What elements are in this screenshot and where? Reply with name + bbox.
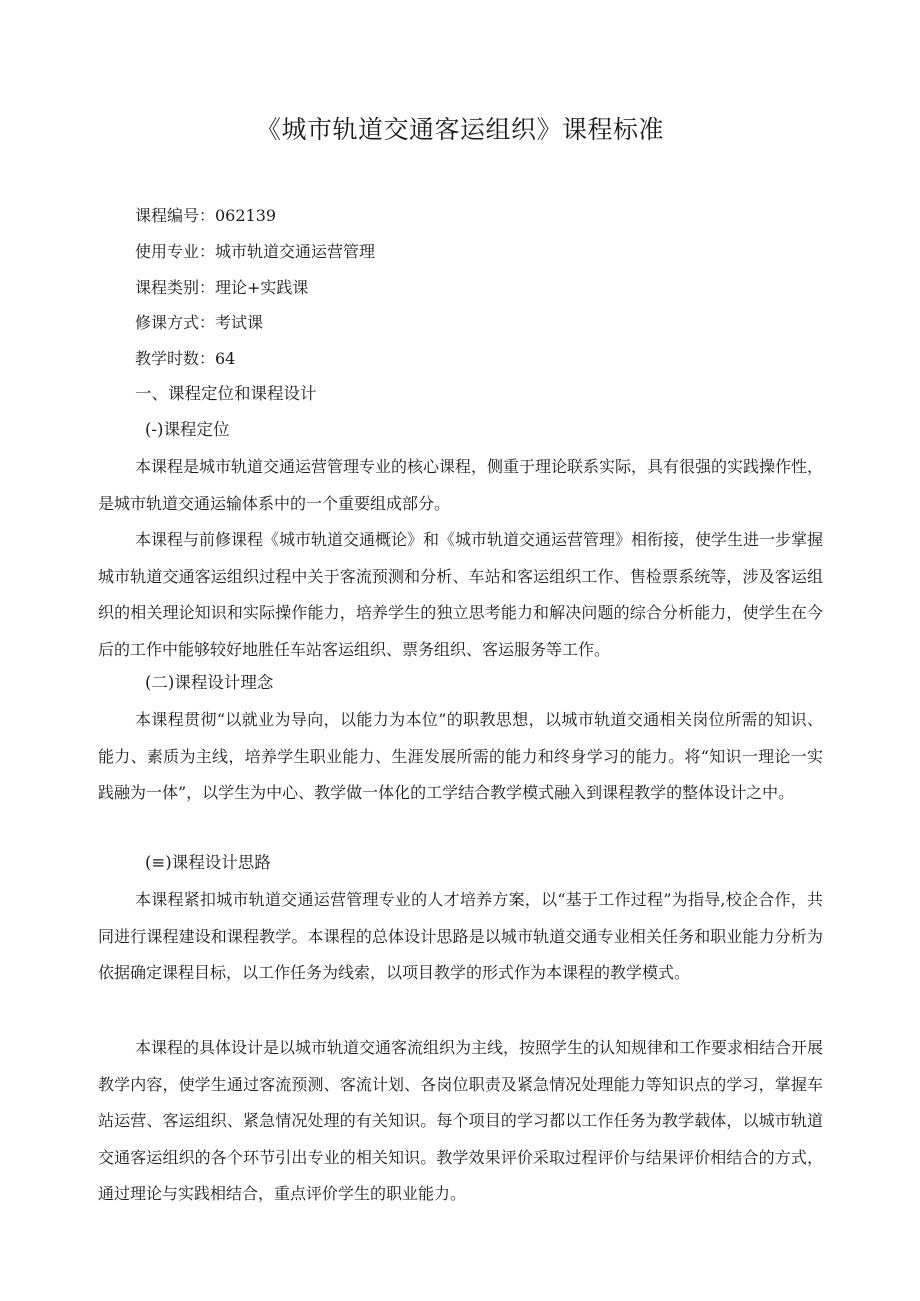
paragraph-positioning-2: 本课程与前修课程《城市轨道交通概论》和《城市轨道交通运营管理》相衔接，使学生进一步掌握城市轨道交通客运组织过程中关于客流预测和分析、车站和客运组织工作、售检票系统等，涉及客运组织的相关理论知识和实际操作能力，培养学生的独立思考能力和解决问题的综合分析能力，使学生在今后的工作中能够较好地胜任车站客运组织、票务组织、客运服务等工作。 bbox=[98, 530, 824, 659]
course-study-mode: 修课方式：考试课 bbox=[135, 313, 264, 332]
paragraph-design-concept: 本课程贯彻“以就业为导向，以能力为本位”的职教思想，以城市轨道交通相关岗位所需的知识、能力、素质为主线，培养学生职业能力、生涯发展所需的能力和终身学习的能力。将“知识一理论一实践融为一体”，以学生为中心、教学做一体化的工学结合教学模式融入到课程教学的整体设计之中。 bbox=[98, 710, 823, 802]
document-title: 《城市轨道交通客运组织》课程标准 bbox=[255, 115, 664, 144]
subsection-heading-design-concept: (二)课程设计理念 bbox=[145, 673, 274, 692]
subsection-heading-course-positioning: (-)课程定位 bbox=[145, 420, 230, 439]
course-code: 课程编号：062139 bbox=[135, 206, 277, 225]
paragraph-design-approach-2: 本课程的具体设计是以城市轨道交通客流组织为主线，按照学生的认知规律和工作要求相结合开展教学内容，使学生通过客流预测、客流计划、各岗位职责及紧急情况处理能力等知识点的学习，掌握车站运营、客运组织、紧急情况处理的有关知识。每个项目的学习都以工作任务为教学载体，以城市轨道交通客运组织的各个环节引出专业的相关知识。教学效果评价采取过程评价与结果评价相结合的方式，通过理论与实践相结合，重点评价学生的职业能力。 bbox=[98, 1038, 824, 1203]
paragraph-positioning-1: 本课程是城市轨道交通运营管理专业的核心课程，侧重于理论联系实际，具有很强的实践操作性，是城市轨道交通运输体系中的一个重要组成部分。 bbox=[98, 457, 824, 513]
course-category: 课程类别：理论+实践课 bbox=[135, 278, 309, 297]
paragraph-design-approach-1: 本课程紧扣城市轨道交通运营管理专业的人才培养方案，以“基于工作过程”为指导,校企合作，共同进行课程建设和课程教学。本课程的总体设计思路是以城市轨道交通专业相关任务和职业能力分析为依据确定课程目标，以工作任务为线索，以项目教学的形式作为本课程的教学模式。 bbox=[98, 890, 823, 982]
course-hours: 教学时数：64 bbox=[135, 349, 236, 368]
course-major: 使用专业：城市轨道交通运营管理 bbox=[135, 242, 376, 261]
section-heading-course-positioning-and-design: 一、课程定位和课程设计 bbox=[135, 384, 317, 403]
subsection-heading-design-approach: (≡)课程设计思路 bbox=[145, 853, 271, 872]
